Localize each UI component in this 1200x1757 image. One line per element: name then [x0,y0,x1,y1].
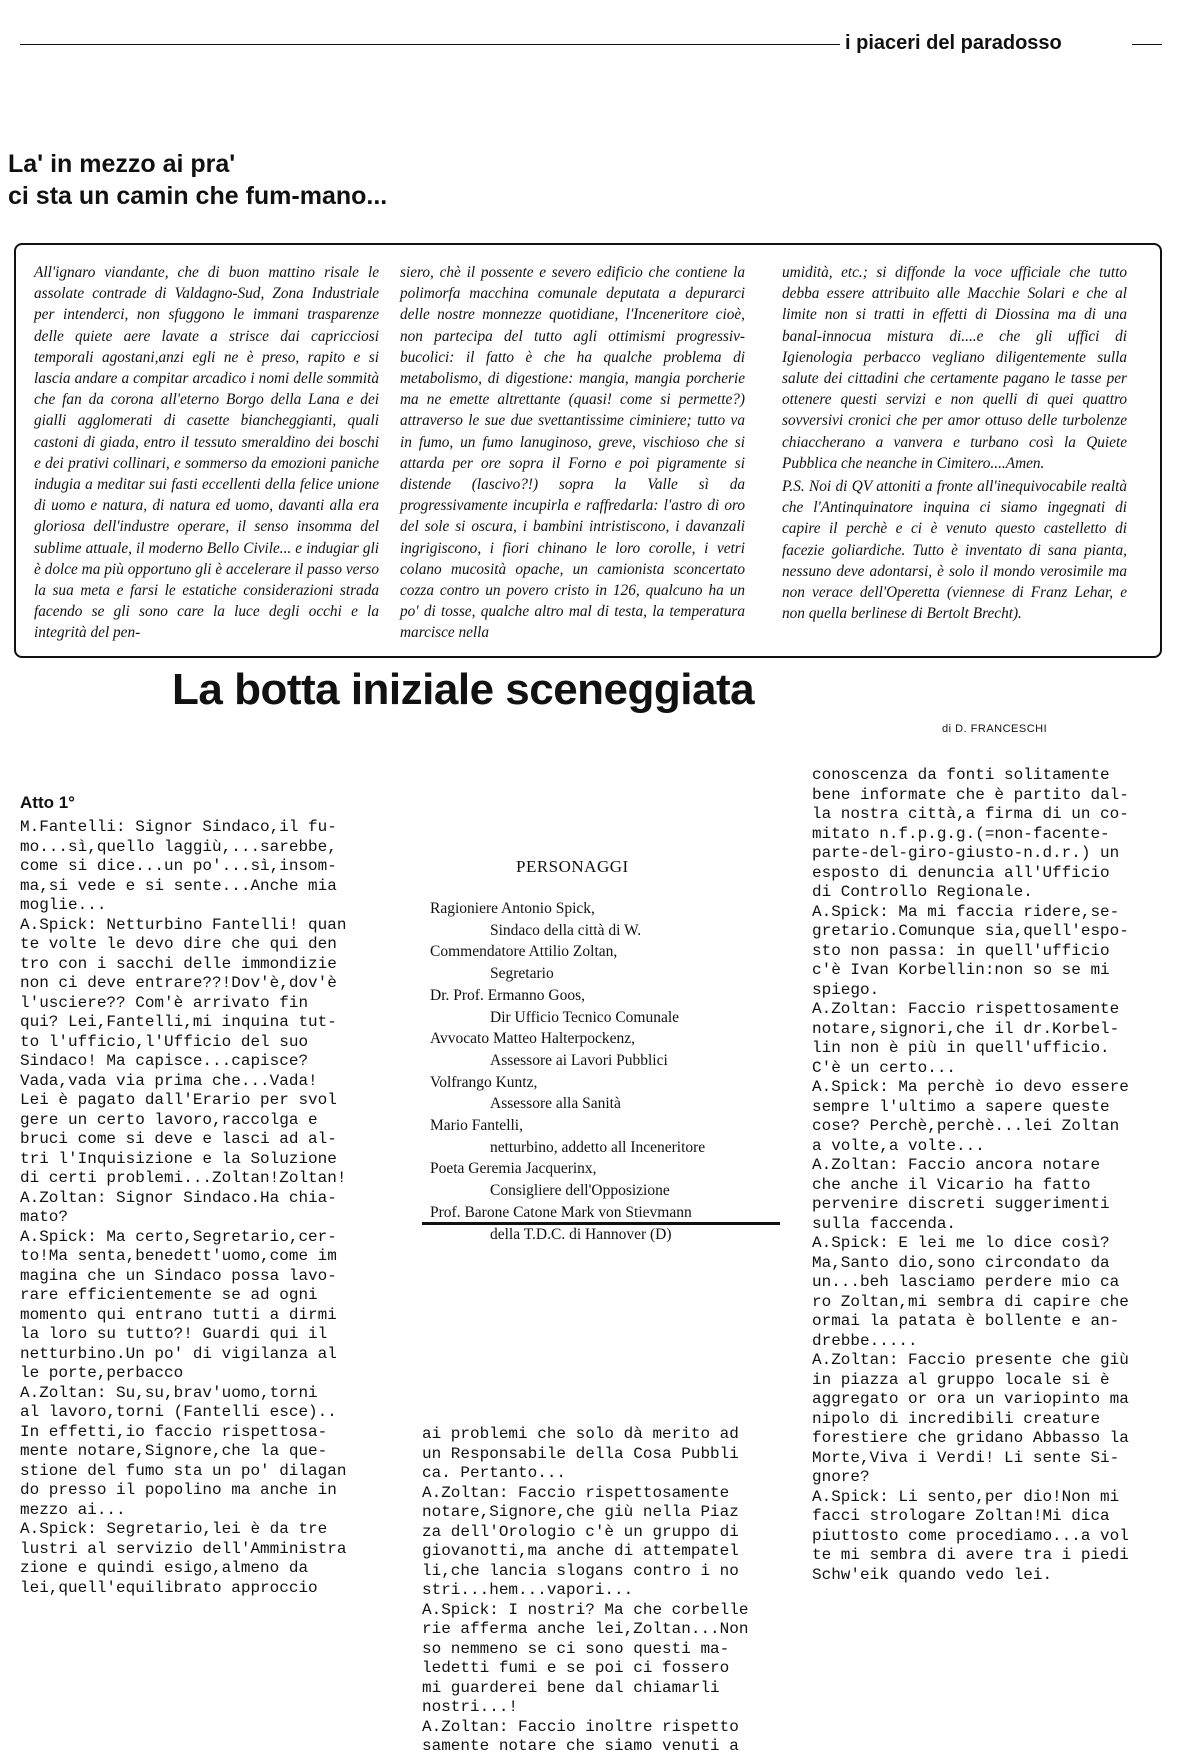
cast-role: Dir Ufficio Tecnico Comunale [490,1008,680,1026]
cast-list [430,898,790,1245]
header-rule [20,44,840,45]
cast-name: Dr. Prof. Ermanno Goos, [430,986,585,1004]
headline-line-2: ci sta un camin che fum-mano... [8,182,388,210]
section-title: i piaceri del paradosso [845,32,1062,54]
cast-name: Commendatore Attilio Zoltan, [430,943,618,961]
script-column-1: M.Fantelli: Signor Sindaco,il fu- mo...sì,quello laggiù,...sarebbe, come si dice...un po'...sì,insom- ma,si vede e si sente...Anche mia moglie... A.Spick: Netturbino Fantelli! quan te volte le devo dire che qui den tro con i sacchi delle immondizie non ci deve entrare??!Dov'è,dov'è l'usciere?? Com'è arrivato fin qui? Lei,Fantelli,mi inquina tut- to l'ufficio,l'Ufficio del suo Sindaco! Ma capisce...capisce? Vada,vada via prima che...Vada! Lei è pagato dall'Erario per svol gere un certo lavoro,raccolga e bruci come si deve e lasci ad al- tri l'Inquisizione e la Soluzione di certi problemi...Zoltan!Zoltan! A.Zoltan: Signor Sindaco.Ha chia- mato? A.Spick: Ma certo,Segretario,cer- to!Ma senta,benedett'uomo,come im magina che un Sindaco possa lavo- rare efficientemente se ad ogni momento qui entrano tutti a dirmi la loro su tutto?! Guardi qui il netturbino.Un po' di vigilanza al le porte,perbacco A.Zoltan: Su,su,brav'uomo,torni al lavoro,torni (Fantelli esce).. In effetti,io faccio rispettosa- mente notare,Signore,che la que- stione del fumo sta un po' dilagan do presso il popolino ma anche in mezzo ai... A.Spick: Segretario,lei è da tre lustri al servizio dell'Amministra zione e quindi esigo,almeno da lei,quell'equilibrato approccio [20,818,347,1597]
cast-role: Assessore alla Sanità [490,1095,621,1113]
editorial-column-3-text: umidità, etc.; si diffonde la voce ufficiale che tutto debba essere attribuito alle Macchie Solari e che al limite non si tratti in effetti di Diossina ma di una banal-innocua mistura di....e che gli uffici di Igienologia perbacco vegliano diligentemente sulla salute dei cittadini che certamente pagano le tasse per ottenere questi servizi e non quelli di quei quattro sovversivi cronici che per amor ottuso delle turbolenze chiaccherano a vanvera e turbano così la Quiete Pubblica che neanche in Cimitero....Amen. [782,264,1127,472]
cast-role: Assessore ai Lavori Pubblici [490,1051,668,1069]
editorial-column-1: All'ignaro viandante, che di buon mattino risale le assolate contrade di Valdagno-Sud, Zona Industriale per intenderci, non sfuggono le immani trasparenze delle quiete aere lavate a strisce dai capricciosi temporali agostani,anzi egli ne è preso, rapito e si lascia andare a compitar arcadico i nomi delle sommità che fan da corona all'eterno Borgo della Lana e dei gialli agglomerati di casette biancheggianti, quali castoni di giada, entro il tessuto smeraldino dei boschi e dei prativi collinari, e sommerso da emozioni paniche indugia a meditar sui fasti eccellenti della felice unione di uomo e natura, di natura ed uomo, davanti alla era gloriosa dell'industre operare, il senso insomma del sublime attuale, il moderno Bello Civile... e indugiar gli è dolce ma più opportuno gli è accelerare il passo verso la sua meta e farsi le estatiche considerazioni strada facendo se gli sono care la luce degli occhi e la integrità del pen- [34,264,379,642]
editorial-column-2: siero, chè il possente e severo edificio che contiene la polimorfa macchina comunale deputata a depurarci delle nostre monnezze quotidiane, l'Inceneritore cioè, non partecipa del tutto agli ottimismi progressiv-bucolici: il fatto è che ha qualche problema di metabolismo, di digestione: mangia, mangia porcherie ma ne emette altrettante (quasi! come si permette?) attraverso le sue due svettantissime ciminiere; tutto va in fumo, un fumo lanuginoso, greve, vischioso che si attarda per ore sopra il Forno e poi pigramente si distende (lascivo?!) sopra la Valle sì da progressivamente incupirla e raffredarla: l'astro di oro del sole si oscura, i bambini intristiscono, i davanzali ingrigiscono, i fiori chinano le loro corolle, i vetri colano mucosità opache, un camionista sconcertato cozza contro un povero cristo in 126, qualcuno ha un po' di tosse, qualche altro mal di testa, la temperatura marcisce nella [400,264,745,642]
header-rule-end [1132,44,1162,45]
cast-name: Avvocato Matteo Halterpockenz, [430,1030,636,1048]
editorial-postscript: P.S. Noi di QV attoniti a fronte all'inequivocabile realtà che l'Antinquinatore inquina ci siamo ingegnati di capire il perchè e ci è venuto questo castelletto di facezie goliardiche. Tutto è inventato di sana pianta, nessuno deve adontarsi, è solo il mondo verosimile ma non verace dell'Operetta (viennese di Franz Lehar, e non quella berlinese di Bertolt Brecht). [782,478,1127,623]
cast-name: Mario Fantelli, [430,1117,523,1135]
cast-name: Volfrango Kuntz, [430,1073,538,1091]
headline-line-1: La' in mezzo ai pra' [8,150,236,178]
cast-heading: PERSONAGGI [516,857,629,876]
cast-name: Poeta Geremia Jacquerinx, [430,1160,597,1178]
cast-role: netturbino, addetto all Inceneritore [490,1138,706,1156]
act-heading: Atto 1° [20,793,75,812]
cast-name: Prof. Barone Catone Mark von Stievmann [430,1203,692,1221]
cast-name: Ragioniere Antonio Spick, [430,900,595,917]
article-title: La botta iniziale sceneggiata [172,665,755,714]
cast-role: Segretario [490,965,554,983]
script-column-3: conoscenza da fonti solitamente bene informate che è partito dal- la nostra città,a firma di un co- mitato n.f.p.g.g.(=non-facente- parte-del-giro-giusto-n.d.r.) un esposto di denuncia all'Ufficio di Controllo Regionale. A.Spick: Ma mi faccia ridere,se- gretario.Comunque sia,quell'espo- sto non passa: in quell'ufficio c'è Ivan Korbellin:non so se mi spiego. A.Zoltan: Faccio rispettosamente notare,signori,che il dr.Korbel- lin non è più in quell'ufficio. C'è un certo... A.Spick: Ma perchè io devo essere sempre l'ultimo a sapere queste cose? Perchè,perchè...lei Zoltan a volte,a volte... A.Zoltan: Faccio ancora notare che anche il Vicario ha fatto pervenire discreti suggerimenti sulla faccenda. A.Spick: E lei me lo dice così? Ma,Santo dio,sono circondato da un...beh lasciamo perdere mio ca ro Zoltan,mi sembra di capire che ormai la patata è bollente e an- drebbe..... A.Zoltan: Faccio presente che giù in piazza al gruppo locale si è aggregato or ora un variopinto ma nipolo di incredibili creature forestiere che gridano Abbasso la Morte,Viva i Verdi! Li sente Si- gnore? A.Spick: Li sento,per dio!Non mi facci strologare Zoltan!Mi dica piuttosto come procediamo...a vol te mi sembra di avere tra i piedi Schw'eik quando vedo lei. [812,766,1129,1584]
cast-role: Sindaco della città di W. [490,921,642,939]
editorial-headline [8,148,387,212]
script-column-2: ai problemi che solo dà merito ad un Responsabile della Cosa Pubbli ca. Pertanto... A.Zoltan: Faccio rispettosamente notare,Signore,che giù nella Piaz za dell'Orologio c'è un gruppo di giovanotti,ma anche di attempatel li,che lancia slogans contro i no stri...hem...vapori... A.Spick: I nostri? Ma che corbelle rie afferma anche lei,Zoltan...Non so nemmeno se ci sono questi ma- ledetti fumi e se poi ci fossero mi guarderei bene dal chiamarli nostri...! A.Zoltan: Faccio inoltre rispetto samente notare che siamo venuti a [422,1425,749,1755]
editorial-column-3 [782,262,1127,624]
byline: di D. FRANCESCHI [942,723,1048,735]
cast-rule [422,1222,780,1225]
cast-role: Consigliere dell'Opposizione [490,1182,670,1200]
cast-role: della T.D.C. di Hannover (D) [490,1225,672,1243]
